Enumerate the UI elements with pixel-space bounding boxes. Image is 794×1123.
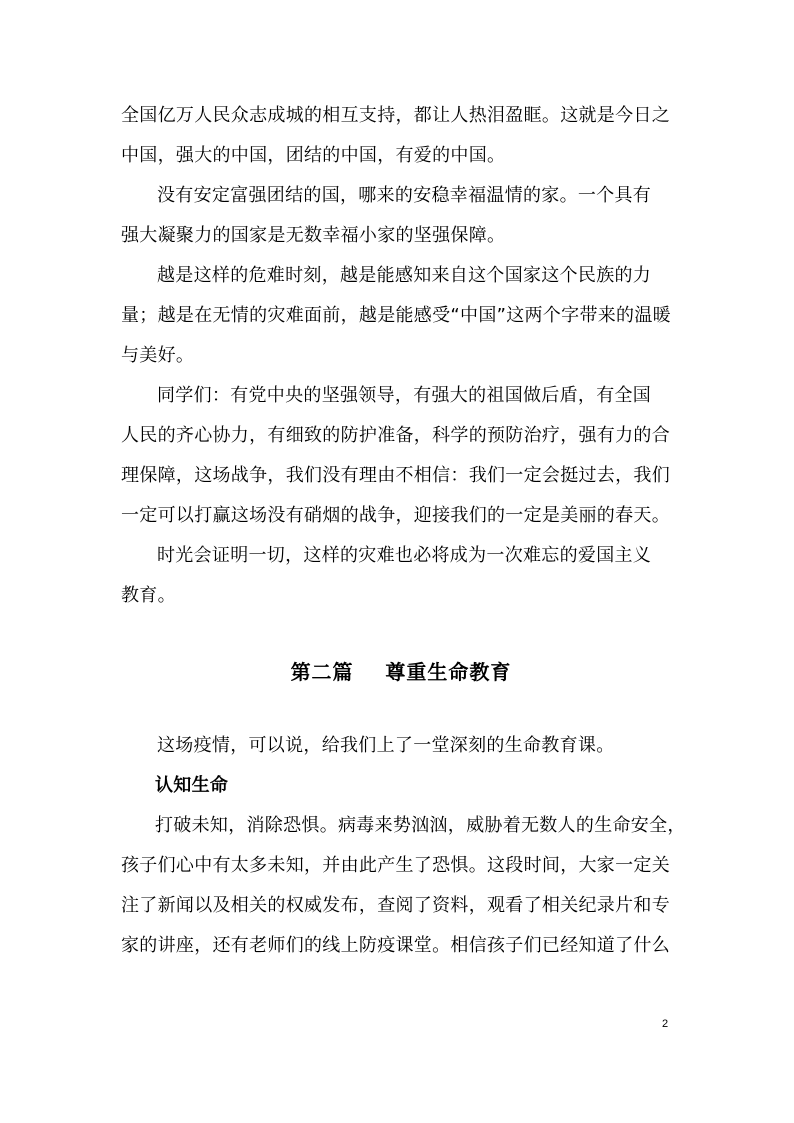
text-line: 教育。 xyxy=(121,585,176,606)
spacer xyxy=(121,616,681,652)
text-line: 没有安定富强团结的国，哪来的安稳幸福温情的家。一个具有 xyxy=(157,185,652,206)
text-line: 打破未知，消除恐惧。病毒来势汹汹，威胁着无数人的生命安全， xyxy=(155,815,686,836)
section-title: 第二篇 尊重生命教育 xyxy=(290,660,512,684)
text-line: 中国，强大的中国，团结的中国，有爱的中国。 xyxy=(121,145,506,166)
intro-line: 这场疫情，可以说，给我们上了一堂深刻的生命教育课。 xyxy=(157,735,615,756)
text-line: 孩子们心中有太多未知，并由此产生了恐惧。这段时间，大家一定关 xyxy=(121,855,670,876)
text-line: 理保障，这场战争，我们没有理由不相信：我们一定会挺过去，我们 xyxy=(121,465,670,486)
text-line: 与美好。 xyxy=(121,345,195,366)
text-line: 全国亿万人民众志成城的相互支持，都让人热泪盈眶。这就是今日之 xyxy=(121,105,670,126)
text-line: 一定可以打赢这场没有硝烟的战争，迎接我们的一定是美丽的春天。 xyxy=(121,505,670,526)
text-line: 时光会证明一切，这样的灾难也必将成为一次难忘的爱国主义 xyxy=(157,545,652,566)
subheading: 认知生命 xyxy=(155,775,229,796)
text-line: 强大凝聚力的国家是无数幸福小家的坚强保障。 xyxy=(121,225,506,246)
text-line: 量；越是在无情的灾难面前，越是能感受“中国”这两个字带来的温暖 xyxy=(121,305,671,326)
text-line: 人民的齐心协力，有细致的防护准备，科学的预防治疗，强有力的合 xyxy=(121,425,670,446)
page-number: 2 xyxy=(662,1018,669,1030)
text-line: 家的讲座，还有老师们的线上防疫课堂。相信孩子们已经知道了什么 xyxy=(121,935,670,956)
text-line: 同学们：有党中央的坚强领导，有强大的祖国做后盾，有全国 xyxy=(157,385,652,406)
document-body xyxy=(121,96,686,966)
text-line: 越是这样的危难时刻，越是能感知来自这个国家这个民族的力 xyxy=(157,265,652,286)
text-line: 注了新闻以及相关的权威发布，查阅了资料，观看了相关纪录片和专 xyxy=(121,895,670,916)
spacer xyxy=(121,692,681,726)
